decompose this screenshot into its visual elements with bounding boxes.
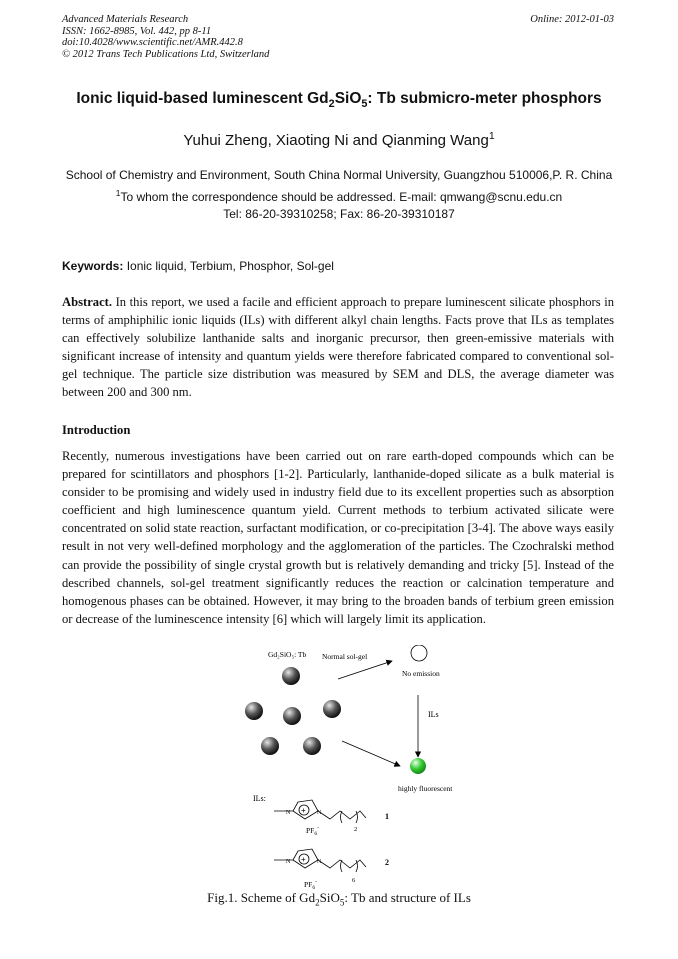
title-sub-2: 5 bbox=[361, 98, 368, 111]
figure-scheme bbox=[0, 645, 678, 910]
arrow-normal bbox=[338, 661, 392, 679]
correspondence-line bbox=[62, 185, 616, 207]
plus-sign: + bbox=[301, 806, 306, 815]
journal-meta bbox=[62, 14, 269, 60]
author-sup: 1 bbox=[488, 130, 495, 142]
affiliation-line: School of Chemistry and Environment, South China Normal University, Guangzhou 510006,P. R. China bbox=[65, 168, 613, 182]
particle-ball bbox=[282, 667, 300, 685]
copyright: © 2012 Trans Tech Publications Ltd, Switzerland bbox=[62, 48, 270, 60]
affiliation bbox=[62, 167, 616, 224]
chain-repeat-1: 2 bbox=[354, 826, 358, 833]
abstract-label: Abstract. bbox=[62, 295, 113, 309]
corr-text: To whom the correspondence should be addressed. E-mail: qmwang@scnu.edu.cn bbox=[120, 189, 563, 204]
keywords bbox=[62, 259, 334, 273]
authors bbox=[0, 130, 678, 149]
paper-title bbox=[0, 90, 678, 110]
alkyl-chain bbox=[318, 860, 366, 868]
fluorescent-label: highly fluorescent bbox=[398, 784, 453, 793]
ils-arrow-label: ILs bbox=[428, 710, 439, 719]
title-text-2: SiO bbox=[334, 90, 362, 107]
keywords-text: Ionic liquid, Terbium, Phosphor, Sol-gel bbox=[123, 259, 334, 273]
n-atom: N bbox=[317, 859, 322, 865]
n-atom: N bbox=[286, 810, 291, 816]
keywords-label: Keywords: bbox=[62, 259, 124, 273]
n-atom: N bbox=[286, 859, 291, 865]
intro-heading: Introduction bbox=[62, 423, 131, 437]
normal-solgel-label: Normal sol-gel bbox=[322, 652, 368, 661]
corr-sup: 1 bbox=[115, 187, 121, 198]
abstract-text: In this report, we used a facile and efficient approach to prepare luminescent silicate phosphors in terms of amphiphilic ionic liquids (ILs) with different alkyl chain lengths. Facts prove that ILs as templates can effectively solubilize lanthanide salts and inorganic precursor, then green-emissive materials with significant increase of intensity and quantum yields were therefore fabricated compared to conventional sol-gel technique. The particle size distribution was measured by SEM and DLS, the average diameter was between 200 and 300 nm. bbox=[62, 295, 614, 400]
caption-text-2: SiO bbox=[319, 890, 340, 905]
alkyl-chain bbox=[318, 811, 366, 819]
abstract bbox=[62, 293, 614, 402]
issn: ISSN: 1662-8985, Vol. 442, pp 8-11 bbox=[62, 25, 212, 37]
title-text-3: : Tb submicro-meter phosphors bbox=[367, 90, 602, 107]
intro-text: Recently, numerous investigations have been carried out on rare earth-doped compounds which can be prepared for scintillators and phosphors [1-2]. Particularly, lanthanide-doped silicate as a bulk material is consider to be promising and widely used in industry field due to its excellent properties such as absorption coefficient and high luminescence quantum yield. Current methods to terbium activated silicate were concentrated on solid state reaction, surfactant modification, or co-precipitation [3-4]. The above ways easily result in not very well-defined morphology and the agglomeration of the particles. The Czochralski method can provide the possibility of single crystal growth but is relatively demanding and tricky [5]. Instead of the described channels, sol-gel treatment significantly reduces the reaction or calcination temperature and homogenous phases can be obtained. However, it may bring to the broaden bands of terbium green emission or decrease of the luminescence intensity [6] which will largely limit its application. bbox=[62, 449, 614, 626]
online-date: Online: 2012-01-03 bbox=[530, 14, 614, 25]
author-names: Yuhui Zheng, Xiaoting Ni and Qianming Wang bbox=[183, 132, 489, 149]
journal-name: Advanced Materials Research bbox=[62, 14, 189, 25]
ils-label: ILs: bbox=[253, 794, 266, 803]
arrow-ils-path bbox=[342, 741, 400, 766]
compound-number-1: 1 bbox=[385, 812, 389, 821]
particle-ball bbox=[283, 707, 301, 725]
title-text-1: Ionic liquid-based luminescent Gd bbox=[76, 90, 329, 107]
caption-sub-2: 5 bbox=[339, 897, 345, 908]
plus-sign: + bbox=[301, 855, 306, 864]
title-sub-1: 2 bbox=[328, 98, 335, 111]
anion-label-2: $PF_6^-$ bbox=[304, 879, 317, 891]
fluorescent-particle bbox=[410, 758, 426, 774]
compound-number-2: 2 bbox=[385, 858, 389, 867]
n-atom: N bbox=[317, 810, 322, 816]
caption-text-1: Fig.1. Scheme of Gd bbox=[207, 890, 316, 905]
caption-text-3: : Tb and structure of ILs bbox=[344, 890, 471, 905]
particle-ball bbox=[323, 700, 341, 718]
doi: doi:10.4028/www.scientific.net/AMR.442.8 bbox=[62, 37, 243, 48]
chain-repeat-2: 6 bbox=[352, 877, 356, 884]
figure-caption bbox=[0, 890, 678, 908]
anion-label-1: $PF_6^-$ bbox=[306, 825, 319, 837]
particle-ball bbox=[303, 737, 321, 755]
particle-ball bbox=[245, 702, 263, 720]
no-emission-particle bbox=[411, 645, 427, 661]
no-emission-label: No emission bbox=[402, 669, 440, 678]
particle-ball bbox=[261, 737, 279, 755]
gd-label: Gd₂SiO₅: Tb bbox=[268, 650, 307, 659]
caption-sub-1: 2 bbox=[315, 897, 320, 908]
tel-fax: Tel: 86-20-39310258; Fax: 86-20-39310187 bbox=[223, 207, 455, 221]
